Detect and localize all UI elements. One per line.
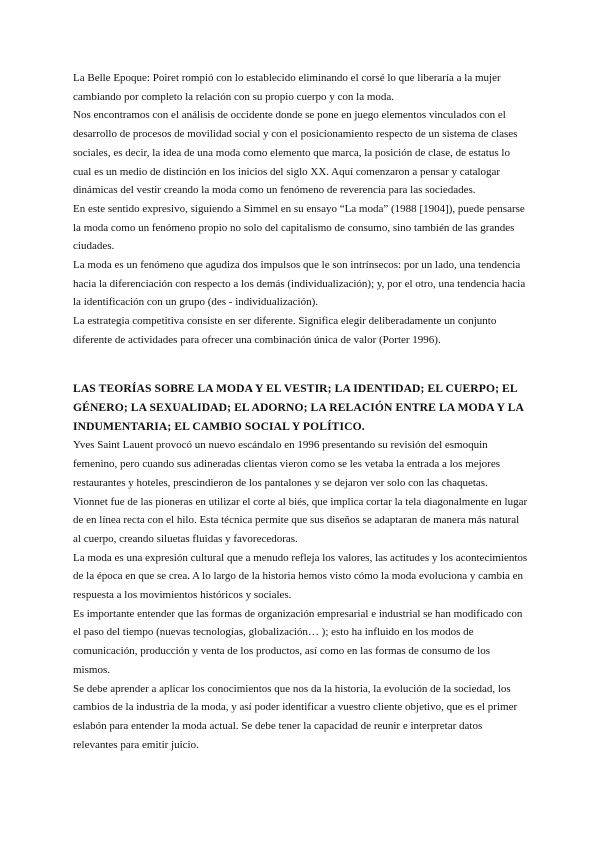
paragraph-expresion-cultural: La moda es una expresión cultural que a menudo refleja los valores, las actitudes y los acontecimientos de la época en que se crea. A lo largo de la historia hemos visto cómo la moda evoluciona y cambia en respuesta a los movimientos históricos y sociales. [73, 551, 528, 602]
paragraph-occidente: Nos encontramos con el análisis de occidente donde se pone en juego elementos vinculados con el desarrollo de procesos de movilidad social y con el posicionamiento respecto de un sistema de clases sociales, es decir, la idea de una moda como elemento que marca, la posición de clase, de estatus lo cual es un medio de distinción en los inicios del siglo XX. Aquí comenzaron a pensar y catalogar dinámicas del vestir creando la moda como un fenómeno de reverencia para las sociedades. [73, 109, 518, 197]
paragraph-organizacion: Es importante entender que las formas de organización empresarial e industrial se han modificado con el paso del tiempo (nuevas tecnologías, globalización… ); esto ha influido en los modos de comunicación, producción y venta de los productos, así como en las formas de consumo de los mismos. [73, 607, 523, 676]
document-body [73, 69, 529, 754]
paragraph-belle-epoque: La Belle Epoque: Poiret rompió con lo establecido eliminando el corsé lo que liberaría a la mujer cambiando por completo la relación con su propio cuerpo y con la moda. [73, 72, 501, 103]
paragraph-fenomeno: La moda es un fenómeno que agudiza dos impulsos que le son intrínsecos: por un lado, una tendencia hacia la diferenciación con respecto a los demás (individualización); y, por el otro, una tendencia hacia la identificación con un grupo (des - individualización). [73, 259, 526, 309]
paragraph-estrategia: La estrategia competitiva consiste en ser diferente. Significa elegir deliberadamente un conjunto diferente de actividades para ofrecer una combinación única de valor (Porter 1996). [73, 315, 497, 346]
paragraph-saint-laurent: Yves Saint Lauent provocó un nuevo escándalo en 1996 presentando su revisión del esmoquin femenino, pero cuando sus adineradas clientas vieron como se les vetaba la entrada a los mejores restaurantes y hoteles, prescindieron de los pantalones y se dejaron ver solo con las chaquetas. [73, 439, 501, 489]
section-heading: LAS TEORÍAS SOBRE LA MODA Y EL VESTIR; LA IDENTIDAD; EL CUERPO; EL GÉNERO; LA SEXUALIDAD; EL ADORNO; LA RELACIÓN ENTRE LA MODA Y LA INDUMENTARIA; EL CAMBIO SOCIAL Y POLÍTICO. [73, 381, 524, 434]
paragraph-vionnet: Vionnet fue de las pioneras en utilizar el corte al biés, que implica cortar la tela diagonalmente en lugar de en línea recta con el hilo. Esta técnica permite que sus diseños se adaptaran de manera más natural al cuerpo, creando siluetas fluidas y favorecedoras. [73, 495, 528, 545]
paragraph-aprender: Se debe aprender a aplicar los conocimientos que nos da la historia, la evolución de la sociedad, los cambios de la industria de la moda, y así poder identificar a vuestro cliente objetivo, que es el primer eslabón para entender la moda actual. Se debe tener la capacidad de reunir e interpretar datos relevantes para emitir juicio. [73, 682, 518, 751]
paragraph-simmel: En este sentido expresivo, siguiendo a Simmel en su ensayo “La moda” (1988 [1904]), puede pensarse la moda como un fenómeno propio no solo del capitalismo de consumo, sino también de las grandes ciudades. [73, 202, 525, 253]
